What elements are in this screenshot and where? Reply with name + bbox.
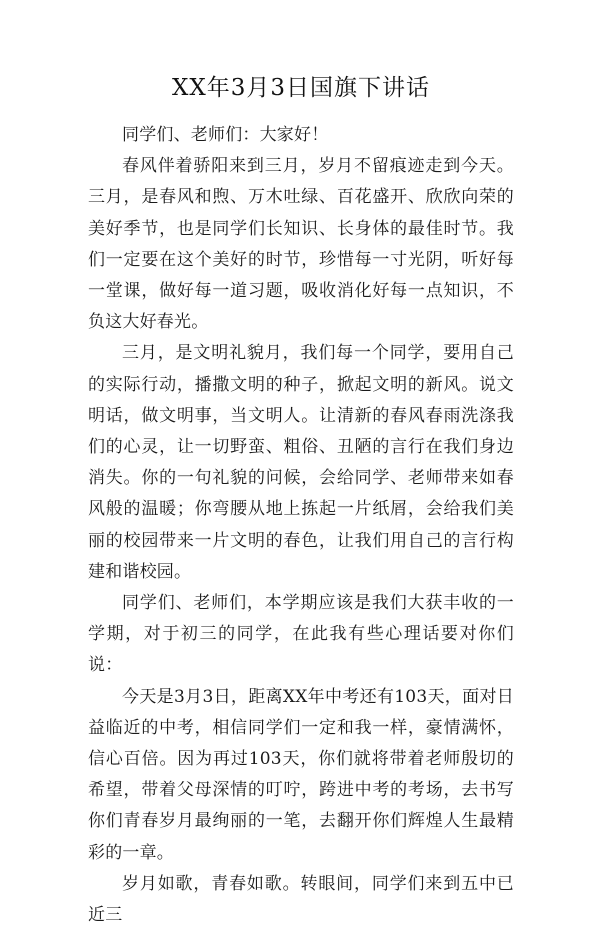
paragraph-exam: 今天是3月3日，距离XX年中考还有103天，面对日益临近的中考，相信同学们一定和我一样，豪情满怀，信心百倍。因为再过103天，你们就将带着老师殷切的希望，带着父母深情的叮咛，跨进中考的考场，去书写你们青春岁月最绚丽的一笔，去翻开你们辉煌人生最精彩的一章。 xyxy=(88,686,514,863)
paragraph-greeting: 同学们、老师们：大家好！ xyxy=(122,125,329,145)
paragraph-semester: 同学们、老师们，本学期应该是我们大获丰收的一学期，对于初三的同学，在此我有些心理话要对你们说： xyxy=(88,593,514,676)
paragraph-spring: 春风伴着骄阳来到三月，岁月不留痕迹走到今天。三月，是春风和煦、万木吐绿、百花盛开、欣欣向荣的美好季节，也是同学们长知识、长身体的最佳时节。我们一定要在这个美好的时节，珍惜每一寸光阴，听好每一堂课，做好每一道习题，吸收消化好每一点知识，不负这大好春光。 xyxy=(88,156,514,333)
paragraph-civility: 三月，是文明礼貌月，我们每一个同学，要用自己的实际行动，播撒文明的种子，掀起文明的新风。说文明话，做文明事，当文明人。让清新的春风春雨洗涤我们的心灵，让一切野蛮、粗俗、丑陋的言行在我们身边消失。你的一句礼貌的问候，会给同学、老师带来如春风般的温暖；你弯腰从地上拣起一片纸屑，会给我们美丽的校园带来一片文明的春色，让我们用自己的言行构建和谐校园。 xyxy=(88,343,514,582)
paragraph-youth: 岁月如歌，青春如歌。转眼间，同学们来到五中已近三 xyxy=(88,873,514,926)
document-title: XX年3月3日国旗下讲话 xyxy=(171,75,430,101)
